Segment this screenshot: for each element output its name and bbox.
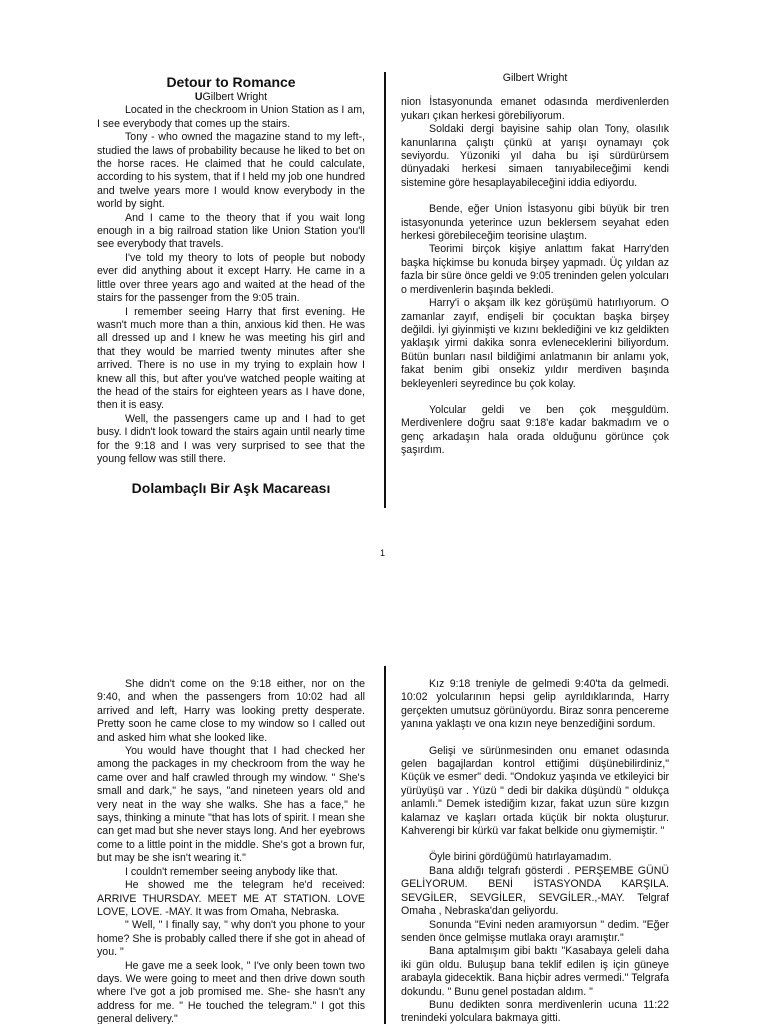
turkish-column <box>401 72 669 458</box>
paragraph: nion İstasyonunda emanet odasında merdivenlerden yukarı çıkan herkesi görebiliyorum. <box>401 96 669 122</box>
paragraph: Öyle birini gördüğümü hatırlayamadım. <box>429 851 612 864</box>
paragraph: Bende, eğer Union İstasyonu gibi büyük bir tren istasyonunda yeterince uzun beklersem seyahat eden herkesi görebileceğim teorisine ulaştım. <box>401 203 669 243</box>
story-title: Detour to Romance <box>166 74 296 90</box>
page-2 <box>0 650 768 1024</box>
paragraph: She didn't come on the 9:18 either, nor on the 9:40, and when the passengers from 10:02 had all arrived and left, Harry was looking pretty desperate. Pretty soon he came close to my window so I called out and asked him what she looked like. <box>97 678 365 744</box>
paragraph: Bana aldığı telgrafı gösterdi . PERŞEMBE GÜNÜ GELİYORUM. BENİ İSTASYONDA KARŞILA. SEVGİLER, SEVGİLER, SEVGİLER.,-MAY. Telgraf Omaha , Nebraska'dan geliyordu. <box>401 864 669 918</box>
paragraph: He gave me a seek look, " I've only been town two days. We were going to meet and then drive down south where I've got a job promised me. She- she hasn't any address for me. " He touched the telegram." I got this general delivery." <box>97 959 365 1024</box>
paragraph: Teorimi birçok kişiye anlattım fakat Harry'den başka hiçkimse bu konuda birşey yapmadı. Üç yıldan az fazla bir süre önce geldi ve 9:05 treninden gelen yolcuları o merdivenlerin başında bekledi. <box>401 243 669 296</box>
author-mark: U <box>194 91 203 103</box>
paragraph: " Well, " I finally say, " why don't you phone to your home? She is probably called there if she got in ahead of you. " <box>97 919 365 959</box>
paragraph: Soldaki dergi bayisine sahip olan Tony, olasılık kanunlarına çalıştı çünkü at yarışı oynamayı çok seviyordu. Yüzoniki yıl daha bu işi sürdürürsem dünyadaki herkesi simaen tanıyabileceğimi kendi sistemine göre hesaplayabileceğini iddia ediyordu. <box>401 123 669 189</box>
paragraph: You would have thought that I had checked her among the packages in my checkroom from the way he came over and half crawled through my window. " She's small and dark," he says, "and nineteen years old and very neat in the way she walks. She has a face," he says, thinking a minute "that has lots of spirit. I mean she can get mad but she never stays long. And her eyebrows come to a little point in the middle. She's got a brown fur, but may be she isn't wearing it." <box>97 745 365 865</box>
english-column <box>97 678 365 1024</box>
column-divider <box>384 72 386 508</box>
paragraph: Tony - who owned the magazine stand to my left-, studied the laws of probability because he liked to bet on the horse races. He claimed that he could calculate, according to his system, that if I held my job one hundred and twelve years more I would know everybody in the world by sight. <box>97 131 365 211</box>
page-number: 1 <box>380 548 386 558</box>
paragraph: Gelişi ve sürünmesinden onu emanet odasında gelen bagajlardan kontrol ettiğimi düşünebilirdiniz," Küçük ve esmer" dedi. "Ondokuz yaşında ve etkileyici bir yürüyüşü var . Yüzü " dedi bir dakika düşündü " oldukça anlamlı." Demek istediğim kızar, fakat uzun süre kızgın kalamaz ve kaşları ortada küçük bir nokta oluşturur. Kahverengi bir kürkü var fakat belkide onu giymemiştir. " <box>401 744 669 838</box>
turkish-column <box>401 678 669 1024</box>
english-column <box>97 72 365 497</box>
paragraph: Sonunda "Evini neden aramıyorsun " dedim. "Eğer senden önce gelmişse mutlaka orayı aramıştır." <box>401 918 669 944</box>
paragraph: I've told my theory to lots of people but nobody ever did anything about it except Harry. He came in a little over three years ago and waited at the head of the stairs for the passenger from the 9:05 train. <box>97 251 365 305</box>
column-divider <box>384 666 386 1024</box>
paragraph: Bana aptalmışım gibi baktı "Kasabaya geleli daha iki gün oldu. Buluşup bana teklif edilen iş için güneye arabayla gidecektik. Bana hiçbir adres vermedi." Telgrafa dokundu. " Bunu genel postadan aldım. " <box>401 945 669 998</box>
turkish-title: Dolambaçlı Bir Aşk Macareası <box>131 480 331 497</box>
author-name: Gilbert Wright <box>202 91 268 103</box>
paragraph: Yolcular geldi ve ben çok meşguldüm. Merdivenlere doğru saat 9:18'e kadar bakmadım ve o genç arkadaşın hala orada olduğunu görünce çok şaşırdım. <box>401 403 669 457</box>
paragraph: I couldn't remember seeing anybody like that. <box>125 865 338 878</box>
author-line <box>97 91 365 104</box>
paragraph: I remember seeing Harry that first evening. He wasn't much more than a thin, anxious kid then. He was all dressed up and I knew he was meeting his girl and that they would be married twenty minutes after she arrived. There is no use in my trying to explain how I knew all this, but after you've watched people waiting at the head of the stairs for eighteen years as I have done, then it is easy. <box>97 305 365 412</box>
paragraph: He showed me the telegram he'd received: ARRIVE THURSDAY. MEET ME AT STATION. LOVE LOVE, LOVE. -MAY. It was from Omaha, Nebraska. <box>97 879 365 918</box>
paragraph: Kız 9:18 treniyle de gelmedi 9:40'ta da gelmedi. 10:02 yolcularının hepsi gelip ayrıldıklarında, Harry gerçekten umutsuz görünüyordu. Biraz sonra pencereme yanına yaklaştı ve ona kızın neye benzediğini sordum. <box>401 678 669 731</box>
paragraph: Located in the checkroom in Union Station as I am, I see everybody that comes up the stairs. <box>97 104 365 130</box>
paragraph: Well, the passengers came up and I had to get busy. I didn't look toward the stairs again until nearly time for the 9:18 and I was very surprised to see that the young fellow was still there. <box>97 412 365 465</box>
running-header: Gilbert Wright <box>502 72 568 84</box>
paragraph: Harry'i o akşam ilk kez görüşümü hatırlıyorum. O zamanlar zayıf, endişeli bir çocuktan başka birşey değildi. İyi giyinmişti ve kızını beklediğini ve kız geldikten yaklaşık yirmi dakika sonra evleneceklerini biliyordum. Bütün bunları nasıl bildiğimi anlatmanın bir anlamı yok, fakat benim gibi onsekiz yıldır merdiven başında bekleyenleri seyredince bu çok kolay. <box>401 297 669 390</box>
paragraph: Bunu dedikten sonra merdivenlerin ucuna 11:22 trenindeki yolculara bakmaya gitti. <box>401 998 669 1024</box>
paragraph: And I came to the theory that if you wait long enough in a big railroad station like Union Station you'll see everybody that travels. <box>97 211 365 251</box>
